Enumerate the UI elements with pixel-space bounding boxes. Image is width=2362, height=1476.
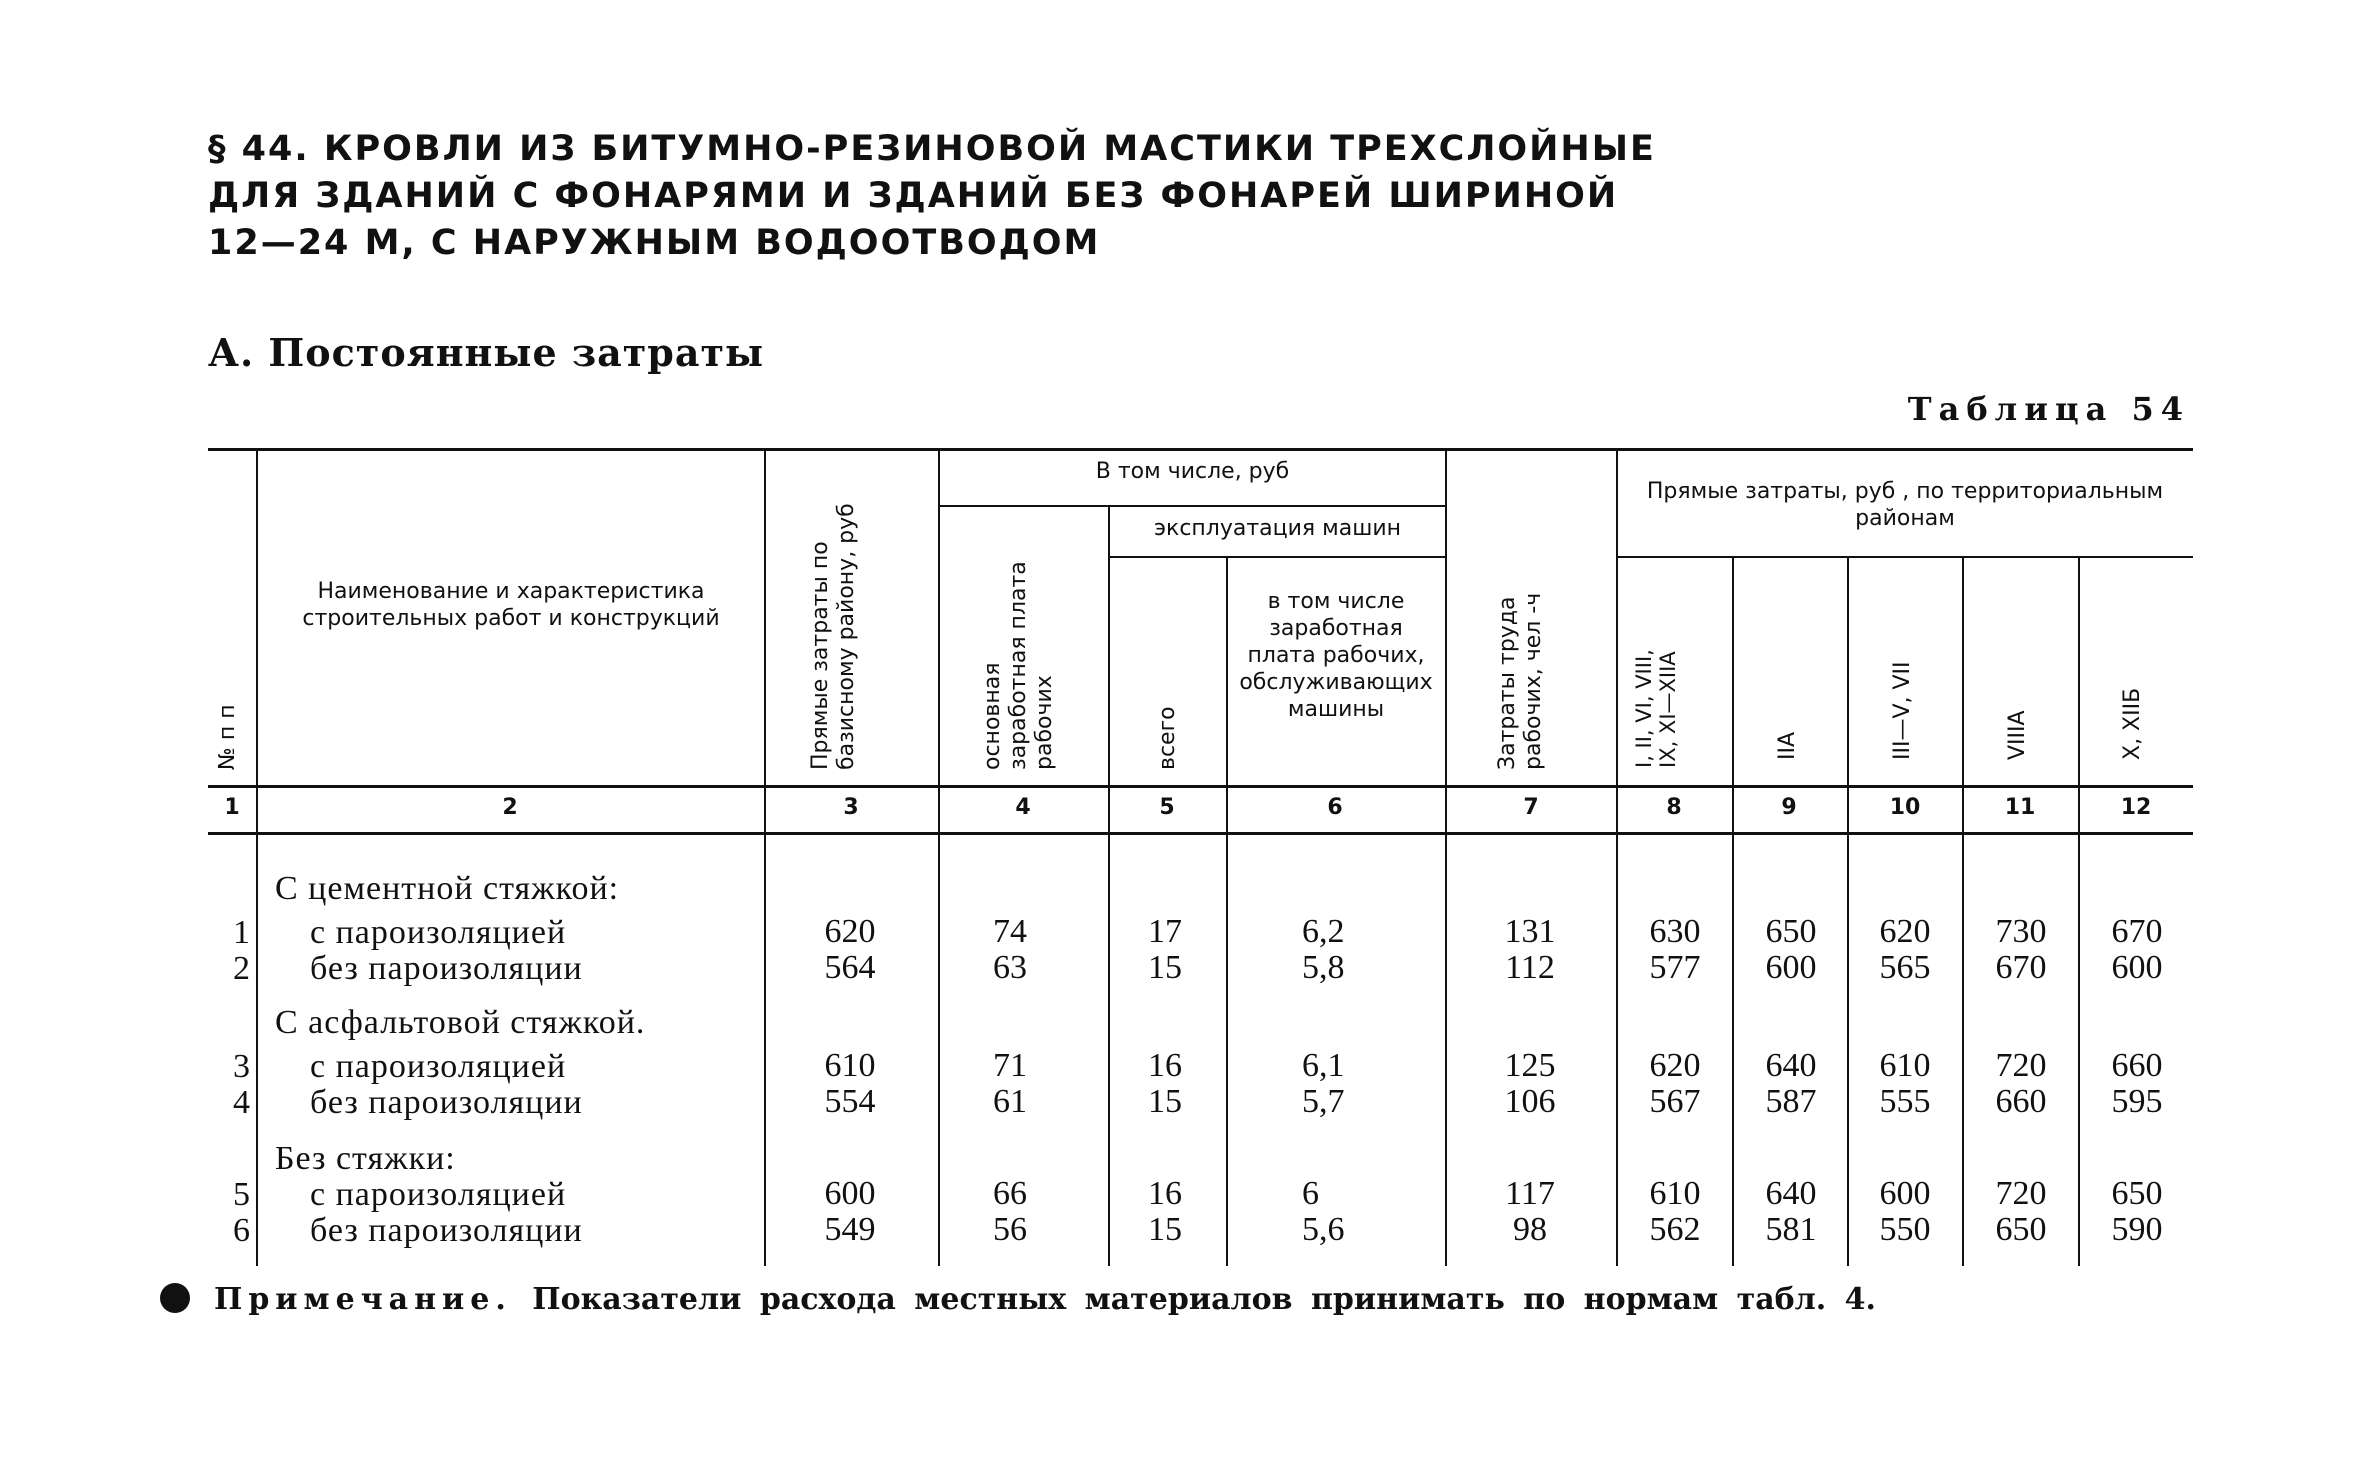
- header-total: всего: [1155, 706, 1180, 770]
- cell-base-wage: 63: [993, 949, 1027, 986]
- column-number: 12: [2120, 795, 2152, 820]
- header-direct-cost: [808, 470, 860, 770]
- cell-region: 577: [1649, 949, 1701, 986]
- header-regional: Прямые затраты, руб , по территориальным районам: [1646, 479, 2164, 531]
- cell-region: 565: [1879, 949, 1931, 986]
- column-number: 1: [224, 795, 240, 820]
- header-num: № п п: [215, 704, 240, 770]
- row-name: без пароизоляции: [310, 950, 583, 987]
- subtitle: А. Постоянные затраты: [208, 330, 765, 375]
- header-labor: [1495, 490, 1547, 770]
- column-number: 7: [1523, 795, 1539, 820]
- cell-direct-cost: 554: [824, 1083, 876, 1120]
- column-number: 4: [1015, 795, 1031, 820]
- cell-machine-wage: 6: [1302, 1175, 1319, 1212]
- section-title: [208, 126, 1688, 267]
- rule-top: [208, 448, 2193, 451]
- cell-labor: 112: [1505, 949, 1555, 986]
- cell-region: 730: [1995, 913, 2047, 950]
- cell-region: 590: [2111, 1211, 2163, 1248]
- header-region-5: X, XIIБ: [2120, 687, 2145, 760]
- header-base-wage: [980, 530, 1058, 770]
- cell-direct-cost: 620: [824, 913, 876, 950]
- cell-machine-wage: 6,2: [1302, 913, 1345, 950]
- cell-region: 595: [2111, 1083, 2163, 1120]
- cell-region: 640: [1765, 1047, 1817, 1084]
- header-name: Наименование и характеристика строительных работ и конструкций: [302, 579, 720, 631]
- cell-region: 581: [1765, 1211, 1817, 1248]
- vline: [764, 451, 766, 1266]
- column-number: 11: [2004, 795, 2036, 820]
- vline: [1847, 556, 1849, 1266]
- column-number: 9: [1781, 795, 1797, 820]
- row-number: 5: [233, 1176, 250, 1213]
- row-name: без пароизоляции: [310, 1084, 583, 1121]
- row-number: 1: [233, 914, 250, 951]
- cell-base-wage: 66: [993, 1175, 1027, 1212]
- cell-region: 550: [1879, 1211, 1931, 1248]
- column-number: 6: [1327, 795, 1343, 820]
- cell-region: 630: [1649, 913, 1701, 950]
- header-machine-wage: в том числе заработная плата рабочих, обслуживающих машины: [1239, 589, 1433, 722]
- cell-region: 567: [1649, 1083, 1701, 1120]
- note-label: Примечание.: [214, 1282, 512, 1317]
- cell-labor: 98: [1513, 1211, 1547, 1248]
- cell-region: 650: [2111, 1175, 2163, 1212]
- cell-machine-wage: 5,6: [1302, 1211, 1345, 1248]
- cell-machine-wage: 6,1: [1302, 1047, 1345, 1084]
- header-region-1-text: I, II, VI, VIII, IX, XI—XIIА: [1632, 649, 1680, 768]
- column-number: 8: [1666, 795, 1682, 820]
- cell-total: 16: [1148, 1047, 1182, 1084]
- cell-region: 600: [1765, 949, 1817, 986]
- header-direct-cost-text: Прямые затраты по базисному району, руб: [808, 503, 859, 770]
- header-region-3: III—V, VII: [1890, 661, 1915, 760]
- vline: [1445, 451, 1447, 1266]
- cell-direct-cost: 564: [824, 949, 876, 986]
- cell-total: 15: [1148, 949, 1182, 986]
- cell-direct-cost: 549: [824, 1211, 876, 1248]
- group-title: С цементной стяжкой:: [275, 870, 620, 907]
- cell-base-wage: 74: [993, 913, 1027, 950]
- cell-region: 650: [1765, 913, 1817, 950]
- note-text: Показатели расхода местных материалов принимать по нормам табл. 4.: [532, 1282, 1876, 1317]
- cell-region: 650: [1995, 1211, 2047, 1248]
- cell-labor: 131: [1504, 913, 1556, 950]
- table-label: Таблица 54: [1907, 390, 2190, 428]
- header-base-wage-text: основная заработная плата рабочих: [980, 561, 1057, 770]
- cell-region: 610: [1649, 1175, 1701, 1212]
- column-number: 5: [1159, 795, 1175, 820]
- cell-region: 600: [2111, 949, 2163, 986]
- vline: [2078, 556, 2080, 1266]
- cell-region: 720: [1995, 1047, 2047, 1084]
- vline: [938, 451, 940, 1266]
- cell-region: 620: [1649, 1047, 1701, 1084]
- cell-region: 660: [2111, 1047, 2163, 1084]
- cell-machine-wage: 5,8: [1302, 949, 1345, 986]
- cell-base-wage: 61: [993, 1083, 1027, 1120]
- cell-region: 620: [1879, 913, 1931, 950]
- row-number: 2: [233, 950, 250, 987]
- cell-labor: 106: [1504, 1083, 1556, 1120]
- header-region-2: IIА: [1775, 731, 1800, 760]
- header-region-1: [1632, 618, 1680, 768]
- rule-regional: [1618, 556, 2193, 558]
- section-title-line: § 44. КРОВЛИ ИЗ БИТУМНО-РЕЗИНОВОЙ МАСТИКИ ТРЕХСЛОЙНЫЕ: [208, 129, 1656, 169]
- header-machine-operation: эксплуатация машин: [1153, 516, 1402, 541]
- rule-colnum-bottom: [208, 832, 2193, 835]
- row-name: с пароизоляцией: [310, 1048, 567, 1085]
- cell-base-wage: 56: [993, 1211, 1027, 1248]
- cell-labor: 125: [1504, 1047, 1556, 1084]
- rule-machines: [1110, 556, 1445, 558]
- vline: [1732, 556, 1734, 1266]
- header-including: В том числе, руб: [1095, 459, 1290, 484]
- vline: [1108, 505, 1110, 1266]
- cell-machine-wage: 5,7: [1302, 1083, 1345, 1120]
- column-number: 10: [1889, 795, 1921, 820]
- row-number: 6: [233, 1212, 250, 1249]
- group-title: С асфальтовой стяжкой.: [275, 1004, 646, 1041]
- cell-region: 720: [1995, 1175, 2047, 1212]
- cell-region: 600: [1879, 1175, 1931, 1212]
- bullet-icon: [160, 1283, 190, 1313]
- cell-region: 555: [1879, 1083, 1931, 1120]
- cell-total: 15: [1148, 1211, 1182, 1248]
- cell-region: 587: [1765, 1083, 1817, 1120]
- section-title-line: ДЛЯ ЗДАНИЙ С ФОНАРЯМИ И ЗДАНИЙ БЕЗ ФОНАРЕЙ ШИРИНОЙ: [208, 176, 1619, 216]
- column-number: 3: [843, 795, 859, 820]
- vline: [256, 451, 258, 1266]
- cell-total: 17: [1148, 913, 1182, 950]
- column-number: 2: [502, 795, 518, 820]
- group-title: Без стяжки:: [275, 1140, 456, 1177]
- row-name: с пароизоляцией: [310, 1176, 567, 1213]
- cell-direct-cost: 610: [824, 1047, 876, 1084]
- header-region-4: VIIIА: [2005, 710, 2030, 760]
- section-title-line: 12—24 М, С НАРУЖНЫМ ВОДООТВОДОМ: [208, 223, 1101, 263]
- cell-region: 610: [1879, 1047, 1931, 1084]
- vline: [1962, 556, 1964, 1266]
- row-number: 3: [233, 1048, 250, 1085]
- cell-region: 670: [2111, 913, 2163, 950]
- row-number: 4: [233, 1084, 250, 1121]
- cell-total: 15: [1148, 1083, 1182, 1120]
- row-name: без пароизоляции: [310, 1212, 583, 1249]
- cell-region: 640: [1765, 1175, 1817, 1212]
- note: [160, 1282, 1876, 1317]
- cell-total: 16: [1148, 1175, 1182, 1212]
- vline: [1226, 556, 1228, 1266]
- cell-labor: 117: [1505, 1175, 1555, 1212]
- header-labor-text: Затраты труда рабочих, чел -ч: [1495, 592, 1546, 770]
- cell-region: 670: [1995, 949, 2047, 986]
- vline: [1616, 451, 1618, 1266]
- rule-head-bottom: [208, 785, 2193, 788]
- rule-including: [940, 505, 1445, 507]
- row-name: с пароизоляцией: [310, 914, 567, 951]
- cell-region: 562: [1649, 1211, 1701, 1248]
- cell-base-wage: 71: [993, 1047, 1027, 1084]
- cell-region: 660: [1995, 1083, 2047, 1120]
- cell-direct-cost: 600: [824, 1175, 876, 1212]
